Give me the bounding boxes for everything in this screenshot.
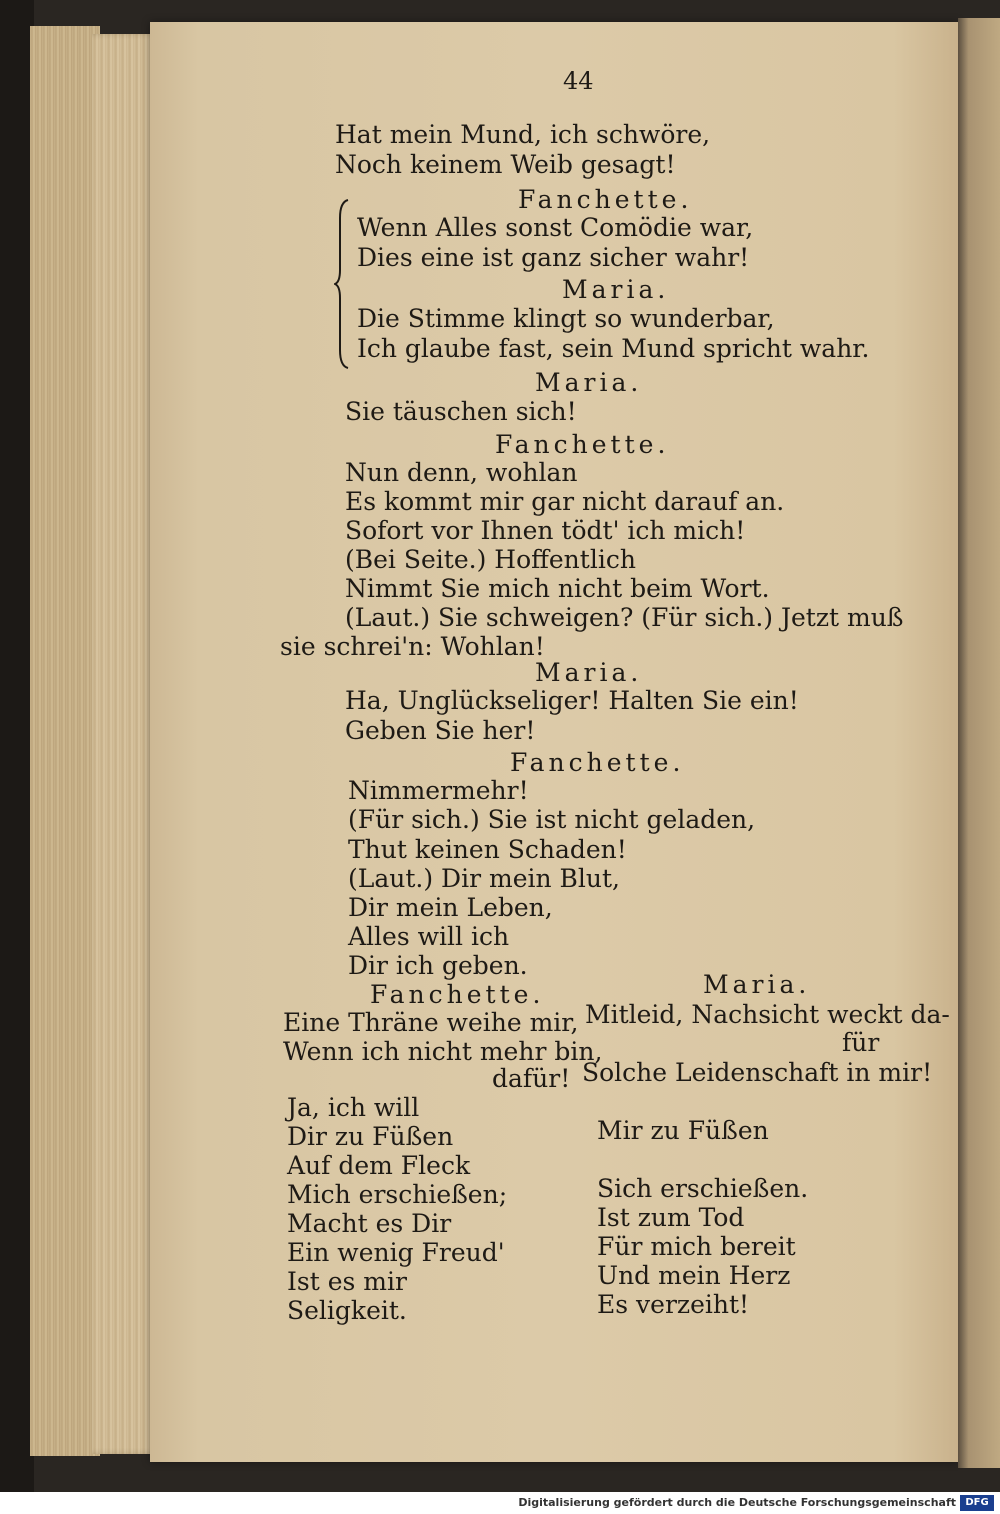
speaker-name: Maria. (535, 658, 643, 687)
text-line: Und mein Herz (597, 1261, 791, 1290)
text-line: Sich erschießen. (597, 1174, 809, 1203)
text-line: Nimmermehr! (348, 776, 529, 805)
speaker-name: Maria. (562, 275, 670, 304)
text-line: Auf dem Fleck (287, 1151, 471, 1180)
text-line: Alles will ich (348, 922, 510, 951)
speaker-name: Fanchette. (510, 748, 685, 777)
text-line: Ist es mir (287, 1267, 407, 1296)
text-line: (Laut.) Sie schweigen? (Für sich.) Jetzt muß (345, 603, 904, 632)
speaker-name: Fanchette. (370, 980, 545, 1009)
text-line: (Bei Seite.) Hoffentlich (345, 545, 636, 574)
text-line: Wenn ich nicht mehr bin, (283, 1037, 603, 1066)
text-line: für (842, 1028, 880, 1057)
text-line: Hat mein Mund, ich schwöre, (335, 120, 711, 149)
text-line: Ja, ich will (287, 1093, 420, 1122)
speaker-name: Fanchette. (518, 185, 693, 214)
text-line: Solche Leidenschaft in mir! (582, 1058, 933, 1087)
text-line: Seligkeit. (287, 1296, 407, 1325)
text-line: Es kommt mir gar nicht darauf an. (345, 487, 785, 516)
text-line: Thut keinen Schaden! (348, 835, 627, 864)
speaker-name: Maria. (535, 368, 643, 397)
duet-brace (334, 198, 350, 370)
text-line: Sofort vor Ihnen tödt' ich mich! (345, 516, 746, 545)
dfg-logo: DFG (960, 1495, 994, 1511)
facing-page-edge (958, 18, 1000, 1468)
text-line: Eine Thräne weihe mir, (283, 1008, 579, 1037)
text-line: Dir zu Füßen (287, 1122, 454, 1151)
text-line: Ist zum Tod (597, 1203, 745, 1232)
text-line: (Laut.) Dir mein Blut, (348, 864, 620, 893)
text-line: sie schrei'n: Wohlan! (280, 632, 545, 661)
text-line: Noch keinem Weib gesagt! (335, 150, 676, 179)
text-line: dafür! (492, 1064, 571, 1093)
text-line: Dir mein Leben, (348, 893, 553, 922)
text-line: (Für sich.) Sie ist nicht geladen, (348, 805, 756, 834)
footer-bar (0, 1492, 1000, 1514)
text-line: Ein wenig Freud' (287, 1238, 505, 1267)
text-line: Mitleid, Nachsicht weckt da- (585, 1000, 950, 1029)
text-line: Es verzeiht! (597, 1290, 750, 1319)
text-line: Ich glaube fast, sein Mund spricht wahr. (357, 334, 870, 363)
text-line: Dies eine ist ganz sicher wahr! (357, 243, 750, 272)
text-line: Nun denn, wohlan (345, 458, 578, 487)
text-line: Macht es Dir (287, 1209, 452, 1238)
text-line: Geben Sie her! (345, 716, 536, 745)
text-line: Mir zu Füßen (597, 1116, 769, 1145)
speaker-name: Fanchette. (495, 430, 670, 459)
page-number: 44 (563, 67, 594, 95)
text-line: Wenn Alles sonst Comödie war, (357, 213, 754, 242)
text-line: Sie täuschen sich! (345, 397, 577, 426)
text-line: Dir ich geben. (348, 951, 528, 980)
text-line: Ha, Unglückseliger! Halten Sie ein! (345, 686, 799, 715)
page-stack-edges (30, 26, 100, 1456)
text-line: Mich erschießen; (287, 1180, 508, 1209)
speaker-name: Maria. (703, 970, 811, 999)
footer-credit: Digitalisierung gefördert durch die Deutsche Forschungsgemeinschaft (518, 1496, 956, 1509)
book-edge (0, 0, 34, 1492)
text-line: Für mich bereit (597, 1232, 796, 1261)
text-line: Nimmt Sie mich nicht beim Wort. (345, 574, 770, 603)
text-line: Die Stimme klingt so wunderbar, (357, 304, 775, 333)
